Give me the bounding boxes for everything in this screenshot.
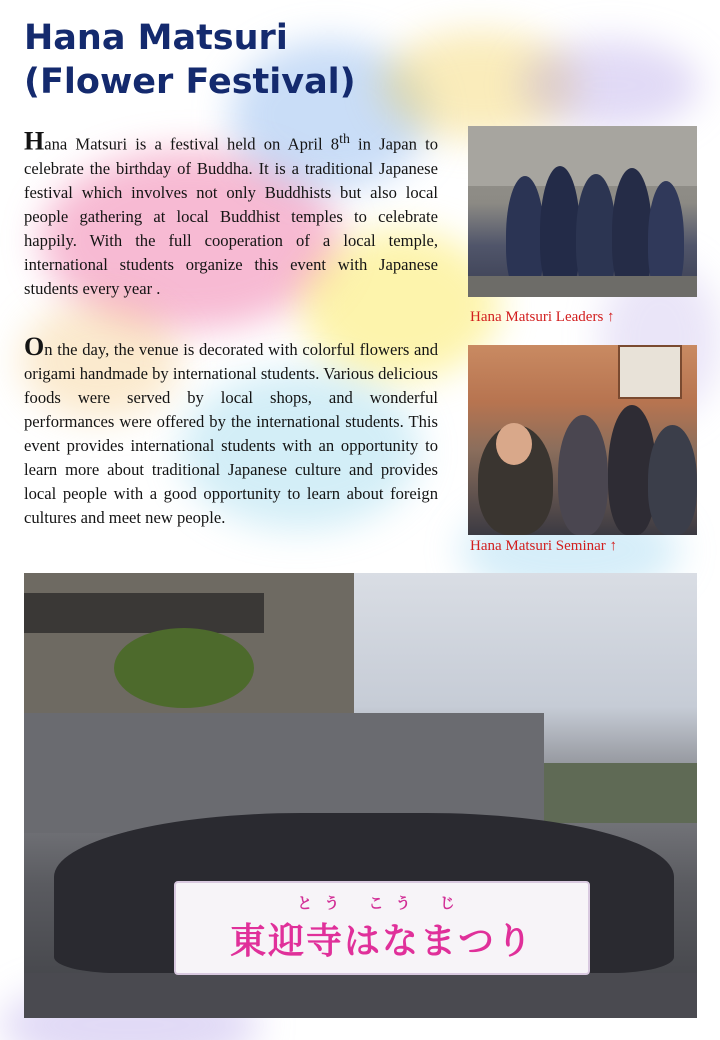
- banner-ruby: とう こう じ: [297, 894, 467, 912]
- paragraph-text: n the day, the venue is decorated with colorful flowers and origami handmade by international students. Various delicious foods were served by local shops, and wonderful performances were offered by the international students. This event provides international students with an opportunity to learn more about traditional Japanese culture and provides local people with a good opportunity to learn about foreign cultures and meet new people.: [24, 340, 438, 527]
- leaders-photo: [468, 126, 697, 297]
- paragraph-text: in Japan to celebrate the birthday of Buddha. It is a traditional Japanese festival which involves not only Buddhists but also local people gathering at local Buddhist temples to celebrate happily. With the full cooperation of a local temple, international students organize this event with Japanese students every year .: [24, 134, 438, 298]
- festival-banner: [174, 881, 590, 975]
- leaders-caption: Hana Matsuri Leaders ↑: [470, 309, 615, 325]
- dropcap: O: [24, 332, 45, 361]
- group-photo: [24, 573, 697, 1018]
- seminar-photo: [468, 345, 697, 535]
- intro-paragraph: [24, 127, 438, 301]
- details-paragraph: [24, 332, 438, 530]
- paragraph-text: ana Matsuri is a festival held on April 8: [44, 134, 340, 154]
- banner-text: 東迎寺はなまつり: [229, 921, 534, 962]
- seminar-caption: Hana Matsuri Seminar ↑: [470, 538, 618, 554]
- dropcap: H: [24, 126, 45, 156]
- watercolor-splash: [520, 40, 700, 130]
- title-line-2: (Flower Festival): [24, 62, 356, 102]
- title-line-1: Hana Matsuri: [24, 18, 288, 58]
- superscript: th: [339, 131, 350, 146]
- page-title: [24, 16, 356, 104]
